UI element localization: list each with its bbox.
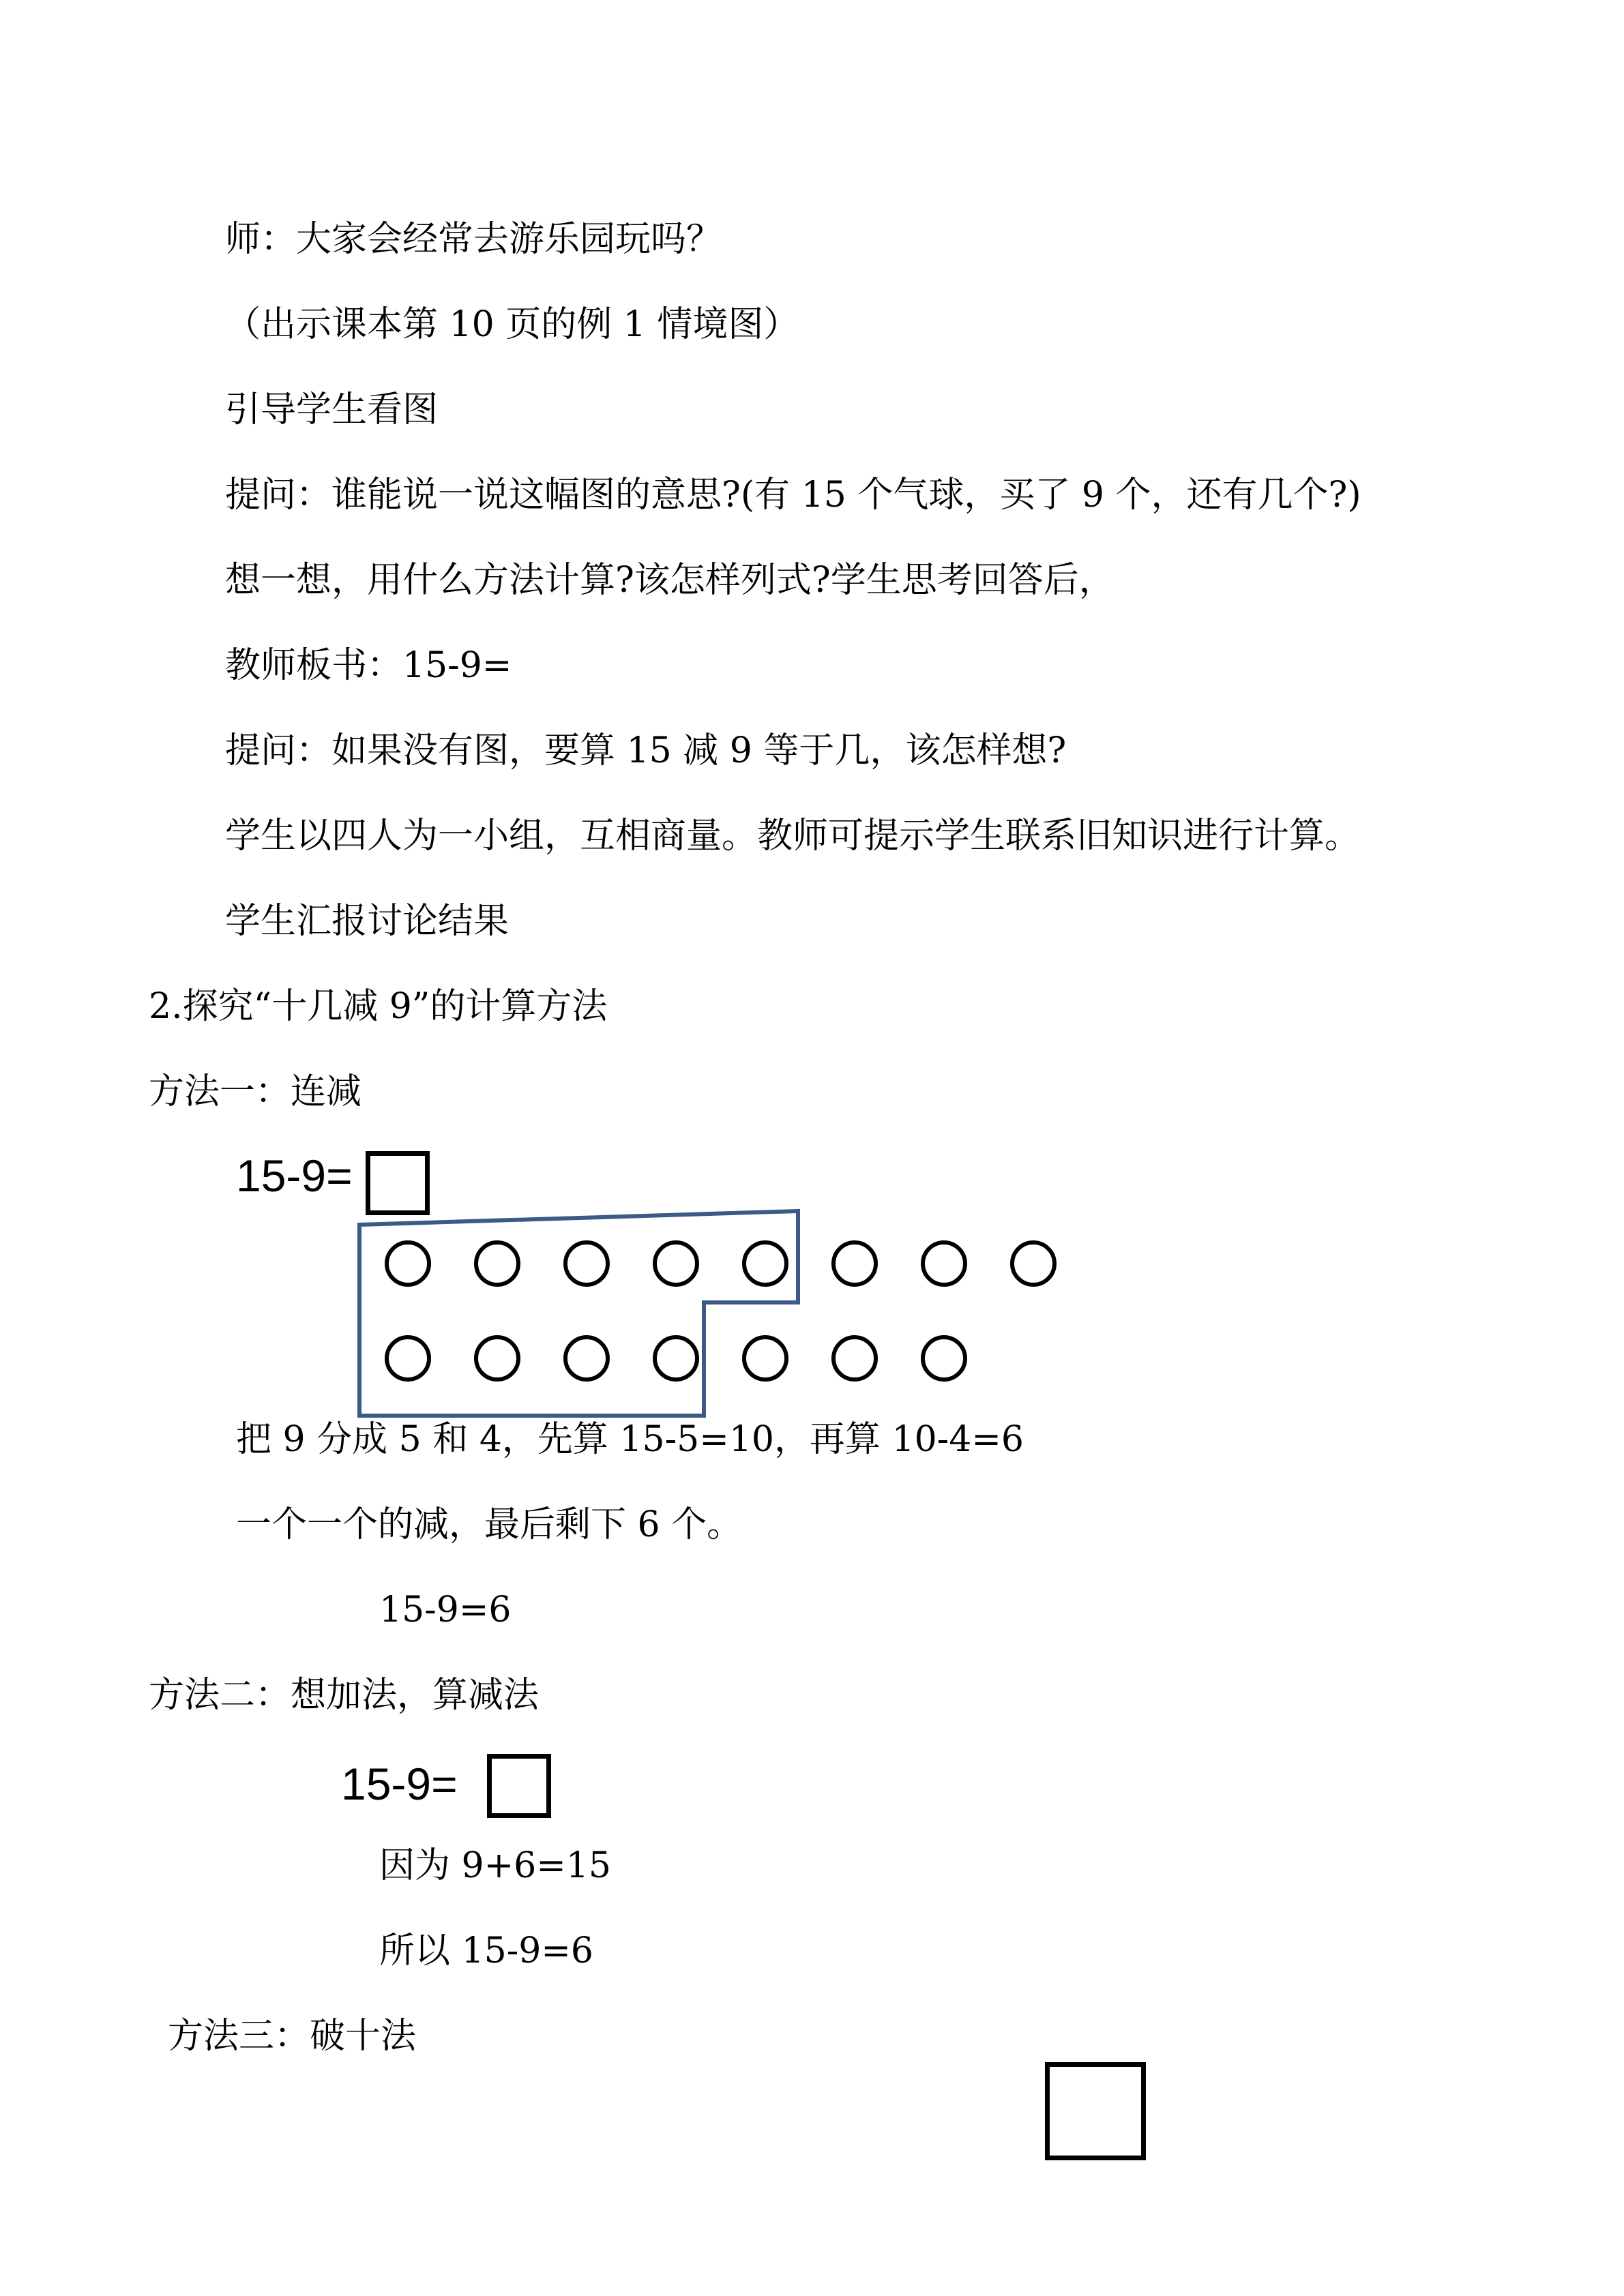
dialogue-line-4: 提问：谁能说一说这幅图的意思?(有 15 个气球，买了 9 个，还有几个?): [225, 475, 1361, 516]
method2-because: 因为 9+6=15: [379, 1845, 612, 1886]
method1-result: 15-9=6: [379, 1590, 512, 1630]
dialogue-line-9: 学生汇报讨论结果: [225, 901, 510, 942]
method1-title: 方法一：连减: [149, 1071, 362, 1112]
dialogue-line-8: 学生以四人为一小组，互相商量。教师可提示学生联系旧知识进行计算。: [225, 816, 1361, 856]
circle-top-8: [1012, 1242, 1054, 1285]
dialogue-line-1: 师：大家会经常去游乐园玩吗？: [225, 219, 722, 260]
method1-equation: 15-9=: [236, 1150, 353, 1201]
method2-answer-box: [487, 1754, 551, 1818]
circle-bottom-7: [923, 1337, 965, 1380]
circle-bottom-6: [833, 1337, 876, 1380]
dialogue-line-7: 提问：如果没有图，要算 15 减 9 等于几，该怎样想?: [225, 730, 1067, 771]
circle-top-7: [923, 1242, 965, 1285]
method1-explanation-1: 把 9 分成 5 和 4，先算 15-5=10，再算 10-4=6: [236, 1419, 1024, 1460]
circle-bottom-5: [744, 1337, 786, 1380]
subtraction-outline: [359, 1211, 798, 1416]
circle-top-6: [833, 1242, 876, 1285]
method3-answer-box: [1045, 2062, 1146, 2160]
circle-bottom-2: [476, 1337, 518, 1380]
dialogue-line-5: 想一想，用什么方法计算?该怎样列式?学生思考回答后，: [225, 560, 1114, 601]
circle-top-1: [387, 1242, 429, 1285]
method2-title: 方法二：想加法，算减法: [149, 1675, 540, 1716]
dialogue-line-6: 教师板书：15-9=: [225, 645, 512, 686]
method2-equation: 15-9=: [341, 1759, 458, 1809]
section-heading: 2.探究“十几减 9”的计算方法: [149, 986, 608, 1027]
method3-title: 方法三：破十法: [168, 2016, 417, 2057]
circle-bottom-4: [655, 1337, 697, 1380]
method2-therefore: 所以 15-9=6: [379, 1930, 594, 1971]
circle-top-3: [565, 1242, 608, 1285]
method1-explanation-2: 一个一个的减，最后剩下 6 个。: [236, 1504, 743, 1545]
circle-bottom-1: [387, 1337, 429, 1380]
circle-bottom-3: [565, 1337, 608, 1380]
dialogue-line-3: 引导学生看图: [225, 389, 439, 430]
circle-top-2: [476, 1242, 518, 1285]
circle-top-4: [655, 1242, 697, 1285]
circle-top-5: [744, 1242, 786, 1285]
dialogue-line-2: （出示课本第 10 页的例 1 情境图）: [225, 304, 799, 345]
